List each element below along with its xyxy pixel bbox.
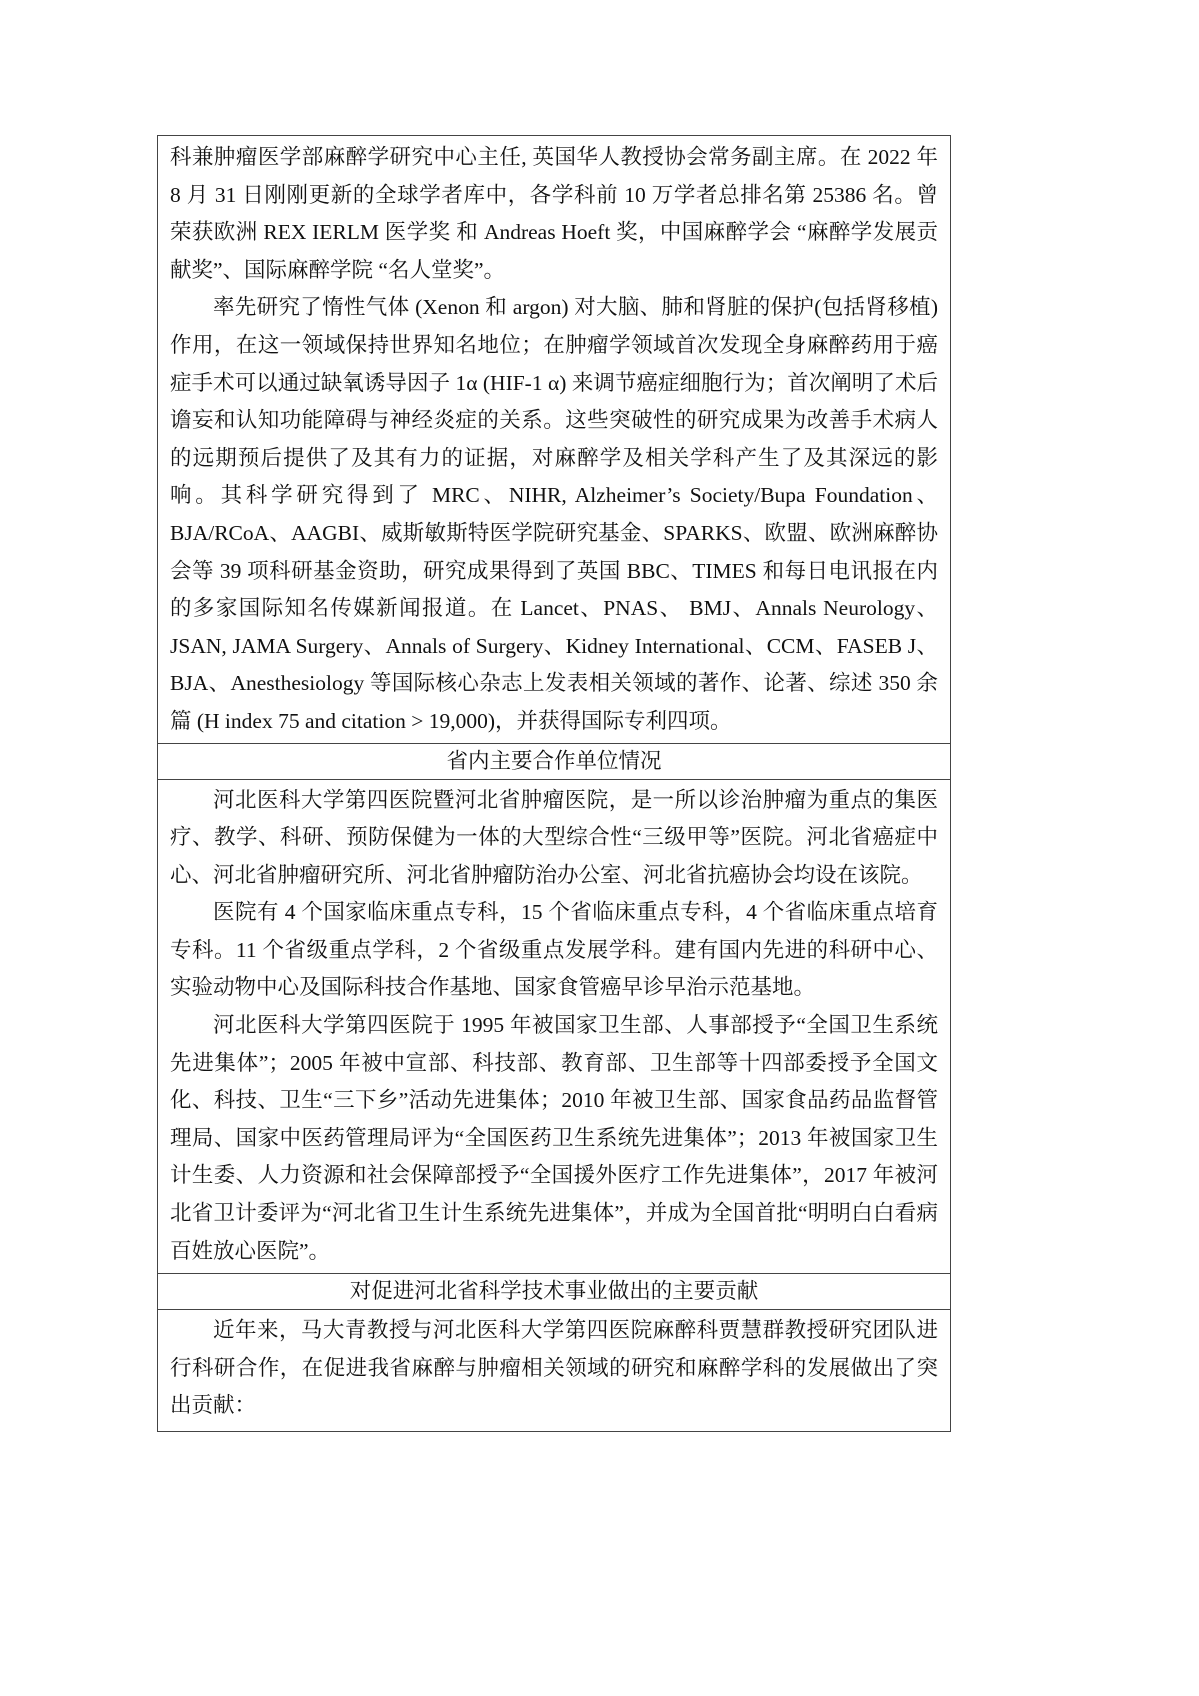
- profile-cell: [158, 136, 950, 743]
- contributions-cell: [158, 1310, 950, 1431]
- contributions-paragraph: 近年来，马大青教授与河北医科大学第四医院麻醉科贾慧群教授研究团队进行科研合作，在促进我省麻醉与肿瘤相关领域的研究和麻醉学科的发展做出了突出贡献：: [170, 1318, 938, 1418]
- hospital-honors-paragraph: 河北医科大学第四医院于 1995 年被国家卫生部、人事部授予“全国卫生系统先进集体”；2005 年被中宣部、科技部、教育部、卫生部等十四部委授予全国文化、科技、卫生“三下乡”活动先进集体；2010 年被卫生部、国家食品药品监督管理局、国家中医药管理局评为“全国医药卫生系统先进集体”；2013 年被国家卫生计生委、人力资源和社会保障部授予“全国援外医疗工作先进集体”，2017 年被河北省卫计委评为“河北省卫生计生系统先进集体”，并成为全国首批“明明白白看病百姓放心医院”。: [170, 1013, 938, 1263]
- hospital-intro-paragraph: 河北医科大学第四医院暨河北省肿瘤医院，是一所以诊治肿瘤为重点的集医疗、教学、科研、预防保健为一体的大型综合性“三级甲等”医院。河北省癌症中心、河北省肿瘤研究所、河北省肿瘤防治办公室、河北省抗癌协会均设在该院。: [170, 787, 938, 887]
- hospital-disciplines-paragraph: 医院有 4 个国家临床重点专科，15 个省临床重点专科，4 个省临床重点培育专科。11 个省级重点学科，2 个省级重点发展学科。建有国内先进的科研中心、实验动物中心及国际科技合作基地、国家食管癌早诊早治示范基地。: [170, 900, 938, 1000]
- research-achievements-paragraph: 率先研究了惰性气体 (Xenon 和 argon) 对大脑、肺和肾脏的保护(包括肾移植)作用，在这一领域保持世界知名地位；在肿瘤学领域首次发现全身麻醉药用于癌症手术可以通过缺氧诱导因子 1α (HIF-1 α) 来调节癌症细胞行为；首次阐明了术后谵妄和认知功能障碍与神经炎症的关系。这些突破性的研究成果为改善手术病人的远期预后提供了及其有力的证据，对麻醉学及相关学科产生了及其深远的影响。其科学研究得到了 MRC、NIHR, Alzheimer’s Society/Bupa Foundation、BJA/RCoA、AAGBI、威斯敏斯特医学院研究基金、SPARKS、欧盟、欧洲麻醉协会等 39 项科研基金资助，研究成果得到了英国 BBC、TIMES 和每日电讯报在内的多家国际知名传媒新闻报道。在 Lancet、PNAS、 BMJ、Annals Neurology、JSAN, JAMA Surgery、Annals of Surgery、Kidney International、CCM、FASEB J、BJA、Anesthesiology 等国际核心杂志上发表相关领域的著作、论著、综述 350 余篇 (H index 75 and citation > 19,000)，并获得国际专利四项。: [170, 295, 938, 733]
- partner-units-cell: [158, 780, 950, 1274]
- section-heading-partner-units: 省内主要合作单位情况: [158, 743, 950, 780]
- section-heading-main-contributions: 对促进河北省科学技术事业做出的主要贡献: [158, 1273, 950, 1310]
- profile-intro-paragraph: 科兼肿瘤医学部麻醉学研究中心主任, 英国华人教授协会常务副主席。在 2022 年 8 月 31 日刚刚更新的全球学者库中，各学科前 10 万学者总排名第 25386 名。曾荣获欧洲 REX IERLM 医学奖 和 Andreas Hoeft 奖，中国麻醉学会 “麻醉学发展贡献奖”、国际麻醉学院 “名人堂奖”。: [170, 145, 938, 282]
- form-table: [157, 135, 951, 1432]
